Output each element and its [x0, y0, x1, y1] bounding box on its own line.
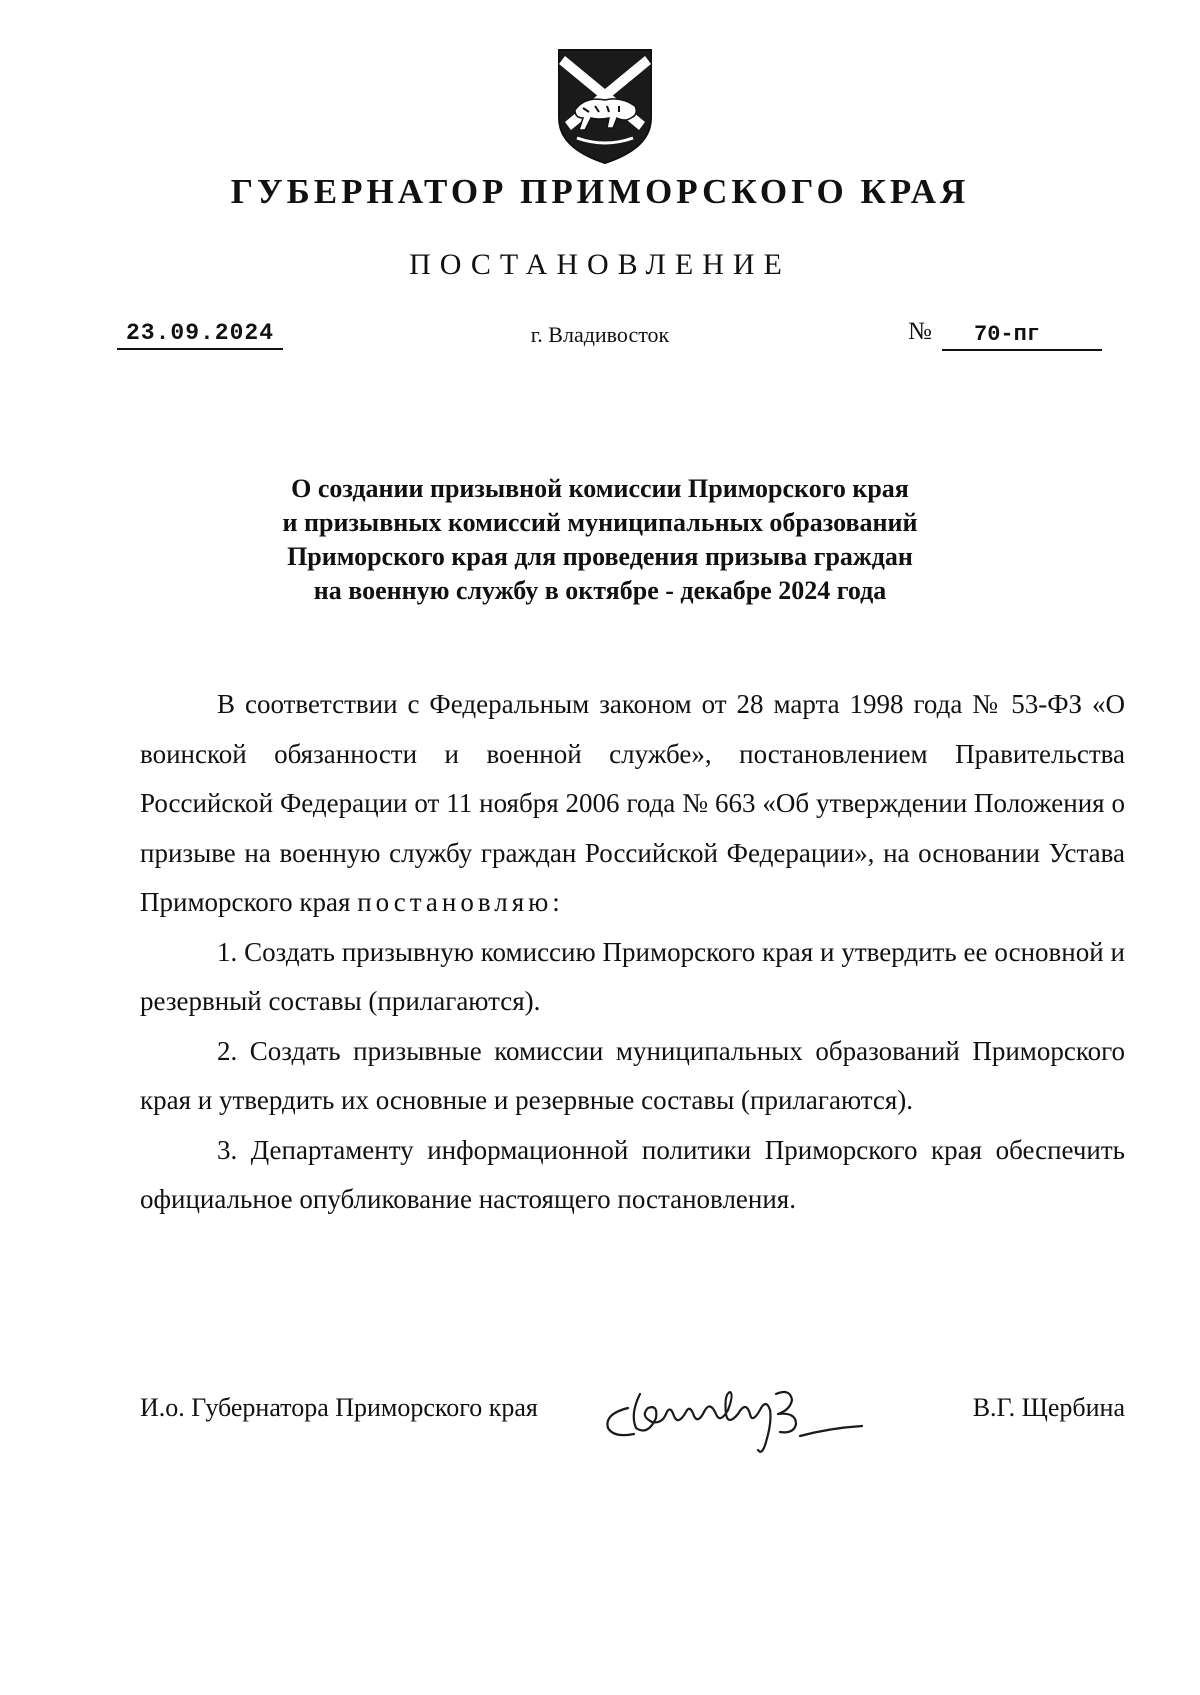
- signer-position: И.о. Губернатора Приморского края: [140, 1393, 538, 1422]
- title-line: Приморского края для проведения призыва граждан: [287, 542, 913, 571]
- preamble-text: В соответствии с Федеральным законом от 28 марта 1998 года № 53-ФЗ «О воинской обязанности и военной службе», постановлением Правительства Российской Федерации от 11 ноября 2006 года № 663 «Об утверждении Положения о призыве на военную службу граждан Российской Федерации», на основании Устава Приморского края: [140, 689, 1125, 917]
- title-line: и призывных комиссий муниципальных образований: [282, 508, 918, 537]
- title-line: О создании призывной комиссии Приморского края: [291, 474, 909, 503]
- document-city: г. Владивосток: [530, 322, 670, 347]
- document-number: 70-пг: [942, 322, 1102, 351]
- resolve-word: постановляю:: [357, 887, 564, 917]
- coat-of-arms-icon: [555, 48, 655, 165]
- document-body: [140, 680, 1125, 1225]
- document-date: 23.09.2024: [117, 320, 283, 350]
- handwritten-signature: [600, 1364, 920, 1464]
- item-paragraph: 1. Создать призывную комиссию Приморского края и утвердить ее основной и резервный составы (прилагаются).: [140, 936, 1125, 1016]
- document-title: [200, 472, 1000, 608]
- document-type: ПОСТАНОВЛЕНИЕ: [409, 248, 791, 281]
- authority-heading: ГУБЕРНАТОР ПРИМОРСКОГО КРАЯ: [230, 172, 970, 211]
- number-sign: №: [908, 318, 932, 345]
- preamble-paragraph: [140, 680, 1125, 928]
- item-paragraph: 3. Департаменту информационной политики Приморского края обеспечить официальное опубликование настоящего постановления.: [140, 1134, 1125, 1214]
- signer-name: В.Г. Щербина: [972, 1393, 1125, 1422]
- title-line: на военную службу в октябре - декабре 2024 года: [313, 576, 887, 605]
- item-paragraph: 2. Создать призывные комиссии муниципальных образований Приморского края и утвердить их основные и резервные составы (прилагаются).: [140, 1035, 1125, 1115]
